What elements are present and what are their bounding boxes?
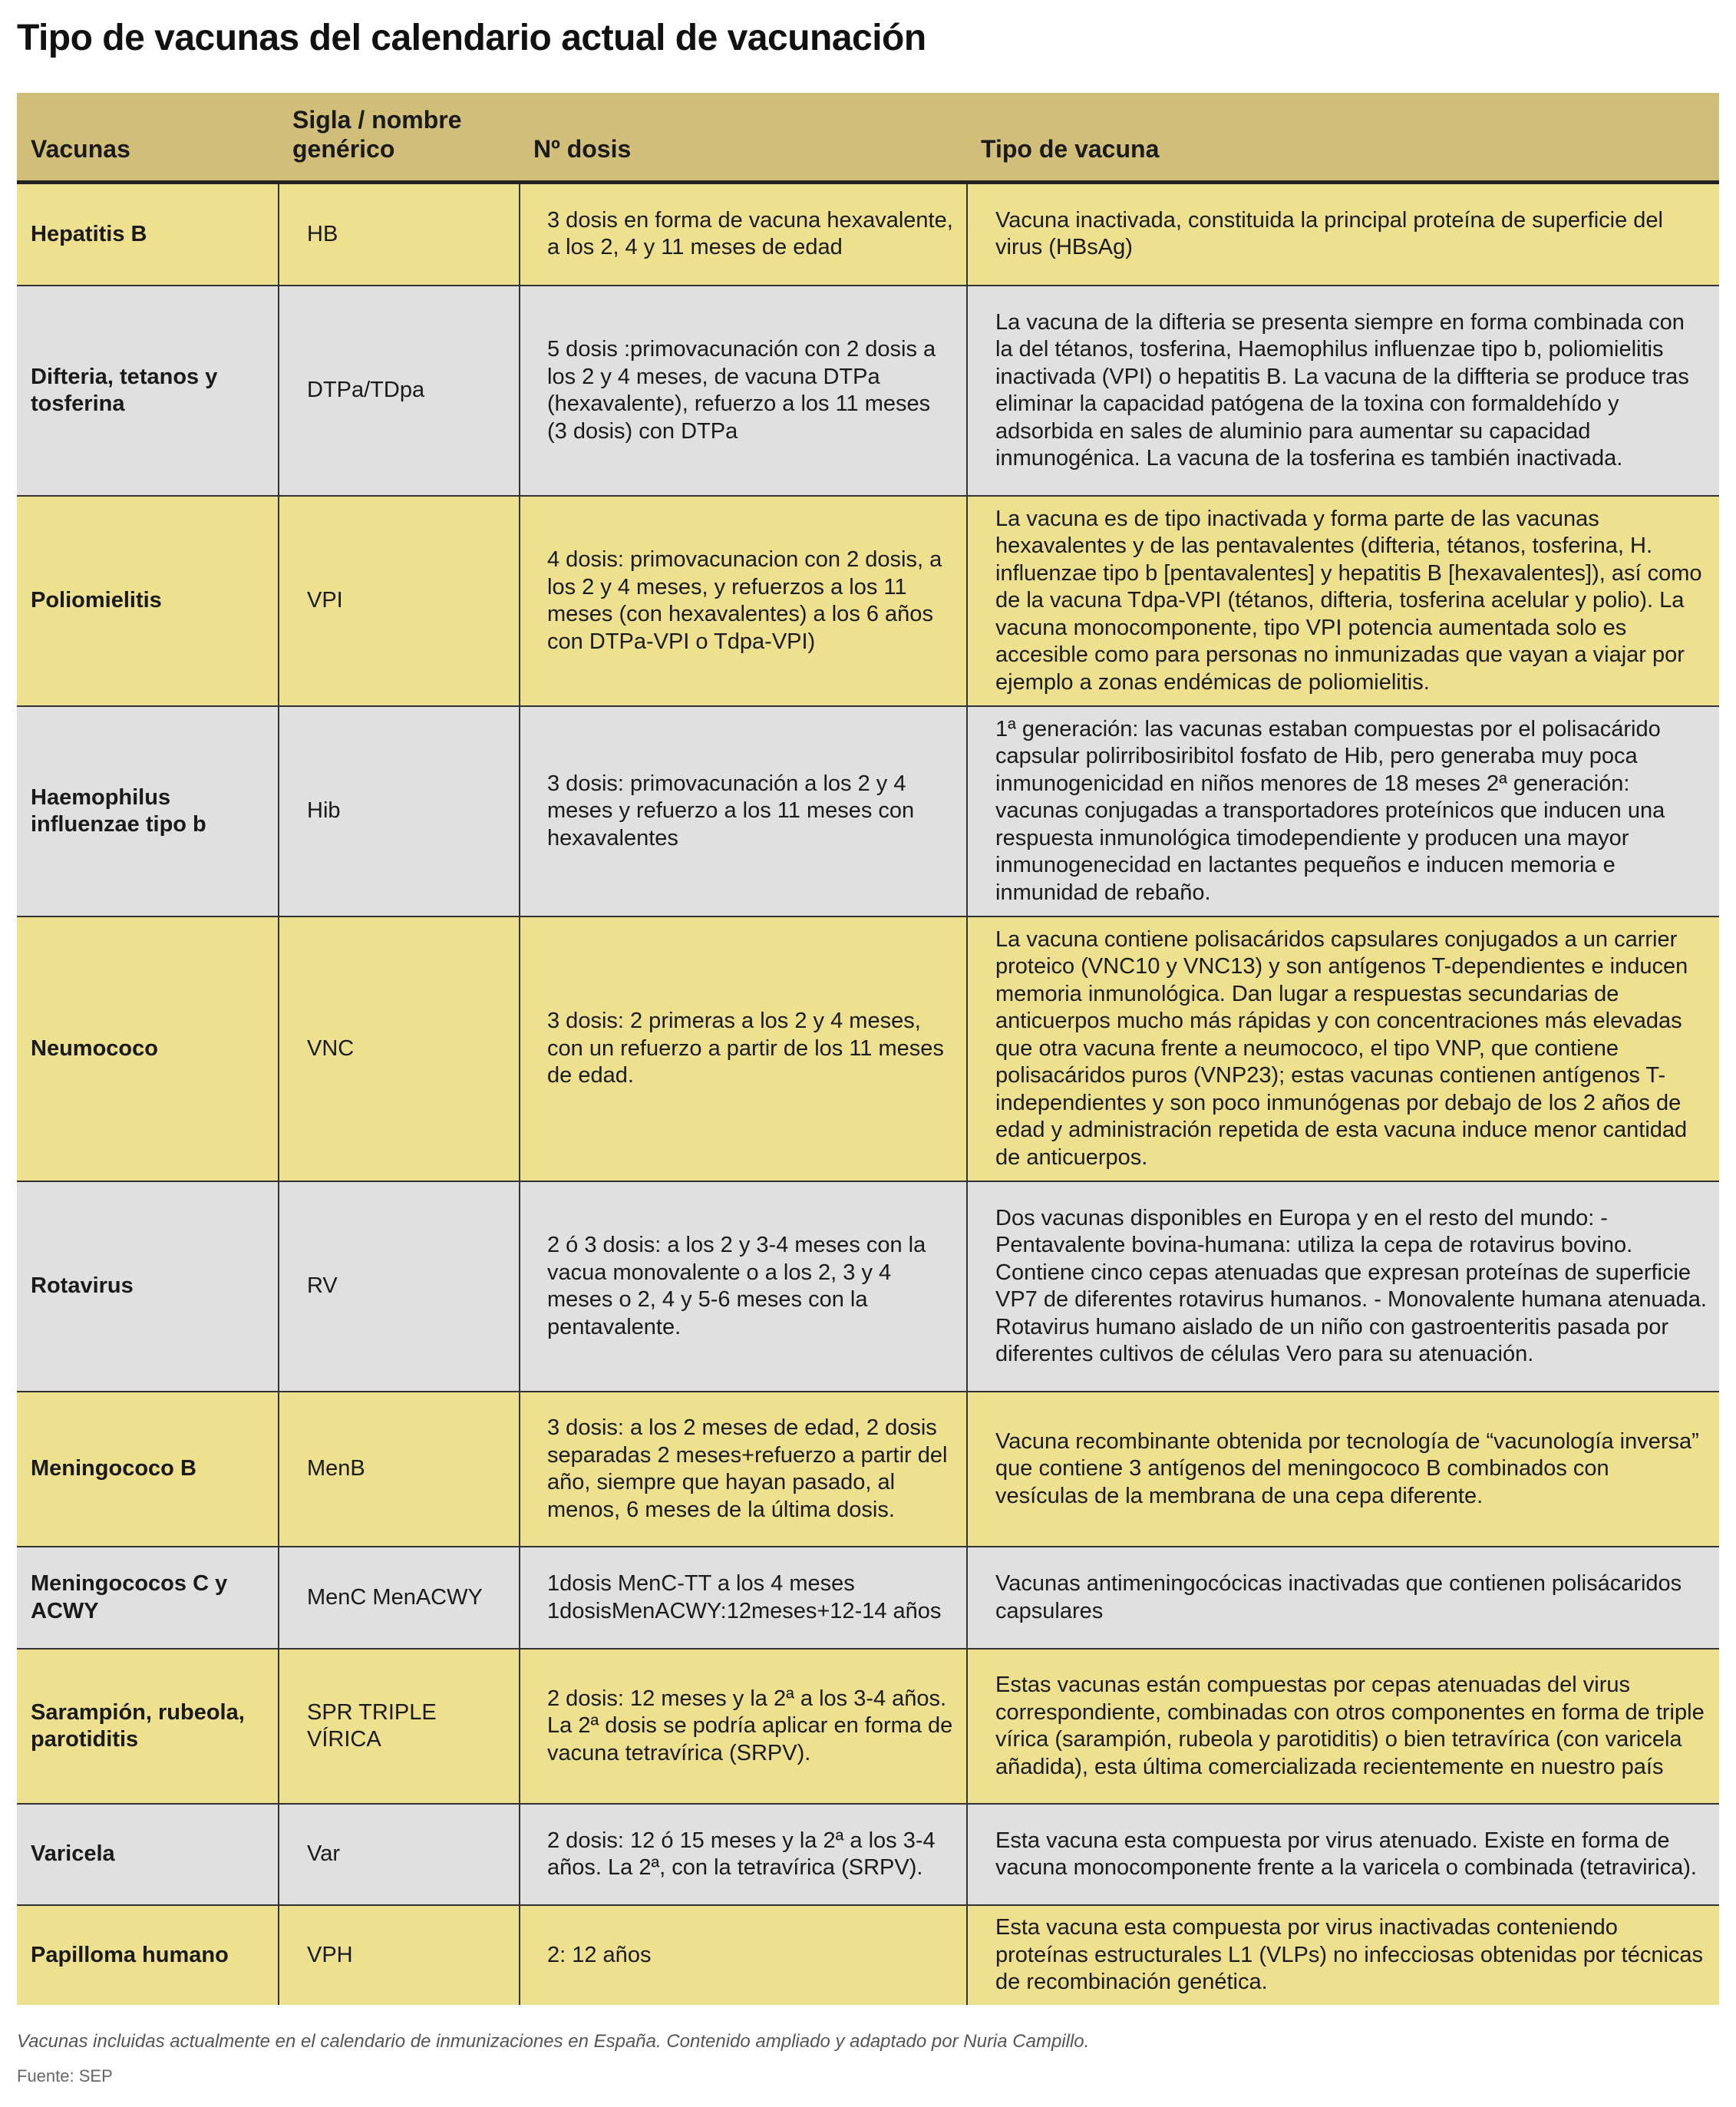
cell-doses: 2 dosis: 12 meses y la 2ª a los 3-4 años. La 2ª dosis se podría aplicar en forma de vacuna tetravírica (SRPV). — [520, 1649, 967, 1804]
cell-type: Vacuna recombinante obtenida por tecnología de “vacunología inversa” que contiene 3 antígenos del meningococo B combinados con vesículas de la membrana de una cepa diferente. — [967, 1392, 1719, 1547]
cell-doses: 3 dosis: a los 2 meses de edad, 2 dosis separadas 2 meses+refuerzo a partir del año, siempre que hayan pasado, al menos, 6 meses de la última dosis. — [520, 1392, 967, 1547]
cell-doses: 3 dosis: primovacunación a los 2 y 4 meses y refuerzo a los 11 meses con hexavalentes — [520, 706, 967, 916]
cell-type: Vacunas antimeningocócicas inactivadas que contienen polisácaridos capsulares — [967, 1547, 1719, 1649]
cell-acronym: SPR TRIPLE VÍRICA — [279, 1649, 520, 1804]
table-row — [17, 1181, 1719, 1392]
table-row — [17, 1804, 1719, 1905]
column-header-vacunas: Vacunas — [17, 93, 279, 182]
cell-doses: 2 dosis: 12 ó 15 meses y la 2ª a los 3-4 años. La 2ª, con la tetravírica (SRPV). — [520, 1804, 967, 1905]
cell-doses: 2 ó 3 dosis: a los 2 y 3-4 meses con la vacua monovalente o a los 2, 3 y 4 meses o 2, 4 y 5-6 meses con la pentavalente. — [520, 1181, 967, 1392]
cell-type: Esta vacuna esta compuesta por virus inactivadas conteniendo proteínas estructurales L1 (VLPs) no infecciosas obtenidas por técnicas de recombinación genética. — [967, 1905, 1719, 2005]
table-header-row — [17, 93, 1719, 182]
cell-vaccine: Haemophilus influenzae tipo b — [17, 706, 279, 916]
vaccine-table — [17, 93, 1719, 2005]
cell-acronym: RV — [279, 1181, 520, 1392]
cell-vaccine: Meningococo B — [17, 1392, 279, 1547]
cell-doses: 3 dosis: 2 primeras a los 2 y 4 meses, con un refuerzo a partir de los 11 meses de edad. — [520, 916, 967, 1181]
cell-type: Vacuna inactivada, constituida la principal proteína de superficie del virus (HBsAg) — [967, 182, 1719, 286]
cell-acronym: MenB — [279, 1392, 520, 1547]
cell-acronym: DTPa/TDpa — [279, 286, 520, 496]
cell-doses: 5 dosis :primovacunación con 2 dosis a los 2 y 4 meses, de vacuna DTPa (hexavalente), refuerzo a los 11 meses (3 dosis) con DTPa — [520, 286, 967, 496]
cell-acronym: VPI — [279, 496, 520, 706]
cell-type: Dos vacunas disponibles en Europa y en el resto del mundo: - Pentavalente bovina-humana: utiliza la cepa de rotavirus bovino. Contiene cinco cepas atenuadas que expresan proteínas de superficie VP7 de diferentes rotavirus humanos. - Monovalente humana atenuada. Rotavirus humano aislado de un niño con gastroenteritis pasada por diferentes cultivos de células Vero para su atenuación. — [967, 1181, 1719, 1392]
cell-doses: 3 dosis en forma de vacuna hexavalente, a los 2, 4 y 11 meses de edad — [520, 182, 967, 286]
source-credit: Fuente: SEP — [17, 2066, 113, 2086]
table-row — [17, 1392, 1719, 1547]
cell-vaccine: Neumococo — [17, 916, 279, 1181]
cell-vaccine: Poliomielitis — [17, 496, 279, 706]
table-row — [17, 496, 1719, 706]
cell-acronym: Var — [279, 1804, 520, 1905]
cell-vaccine: Difteria, tetanos y tosferina — [17, 286, 279, 496]
table-row — [17, 916, 1719, 1181]
table-row — [17, 182, 1719, 286]
table-row — [17, 706, 1719, 916]
table-row — [17, 286, 1719, 496]
cell-type: La vacuna contiene polisacáridos capsulares conjugados a un carrier proteico (VNC10 y VNC13) y son antígenos T-dependientes e inducen memoria inmunológica. Dan lugar a respuestas secundarias de anticuerpos mucho más rápidas y con concentraciones más elevadas que otra vacuna frente a neumococo, el tipo VNP, que contiene polisacáridos puros (VNP23); estas vacunas contienen antígenos T-independientes y son poco inmunógenas por debajo de los 2 años de edad y administración repetida de esta vacuna induce menor cantidad de anticuerpos. — [967, 916, 1719, 1181]
cell-acronym: HB — [279, 182, 520, 286]
cell-vaccine: Varicela — [17, 1804, 279, 1905]
cell-vaccine: Rotavirus — [17, 1181, 279, 1392]
cell-doses: 4 dosis: primovacunacion con 2 dosis, a los 2 y 4 meses, y refuerzos a los 11 meses (con hexavalentes) a los 6 años con DTPa-VPI o Tdpa-VPI) — [520, 496, 967, 706]
cell-vaccine: Meningococos C y ACWY — [17, 1547, 279, 1649]
cell-doses: 2: 12 años — [520, 1905, 967, 2005]
cell-type: Esta vacuna esta compuesta por virus atenuado. Existe en forma de vacuna monocomponente frente a la varicela o combinada (tetravirica). — [967, 1804, 1719, 1905]
cell-type: Estas vacunas están compuestas por cepas atenuadas del virus correspondiente, combinadas con otros componentes en forma de triple vírica (sarampión, rubeola y parotiditis) o bien tetravírica (con varicela añadida), esta última comercializada recientemente en nuestro país — [967, 1649, 1719, 1804]
cell-acronym: MenC MenACWY — [279, 1547, 520, 1649]
table-row — [17, 1905, 1719, 2005]
cell-vaccine: Hepatitis B — [17, 182, 279, 286]
cell-vaccine: Sarampión, rubeola, parotiditis — [17, 1649, 279, 1804]
table-row — [17, 1547, 1719, 1649]
cell-type: La vacuna es de tipo inactivada y forma parte de las vacunas hexavalentes y de las pentavalentes (difteria, tétanos, tosferina, H. influenzae tipo b [pentavalentes] y hepatitis B [hexavalentes]), así como de la vacuna Tdpa-VPI (tétanos, difteria, tosferina acelular y polio). La vacuna monocomponente, tipo VPI potencia aumentada solo es accesible como para personas no inmunizadas que vayan a viajar por ejemplo a zonas endémicas de poliomielitis. — [967, 496, 1719, 706]
cell-acronym: VPH — [279, 1905, 520, 2005]
cell-acronym: VNC — [279, 916, 520, 1181]
table-row — [17, 1649, 1719, 1804]
cell-acronym: Hib — [279, 706, 520, 916]
cell-type: 1ª generación: las vacunas estaban compuestas por el polisacárido capsular polirribosiribitol fosfato de Hib, pero generaba muy poca inmunogenicidad en niños menores de 18 meses 2ª generación: vacunas conjugadas a transportadores proteínicos que inducen una respuesta inmunológica timodependiente y producen una mayor inmunogenecidad en lactantes pequeños e inducen memoria e inmunidad de rebaño. — [967, 706, 1719, 916]
column-header-sigla: Sigla / nombre genérico — [279, 93, 520, 182]
column-header-dosis: Nº dosis — [520, 93, 967, 182]
cell-type: La vacuna de la difteria se presenta siempre en forma combinada con la del tétanos, tosferina, Haemophilus influenzae tipo b, poliomielitis inactivada (VPI) o hepatitis B. La vacuna de la diffteria se produce tras eliminar la capacidad patógena de la toxina con formaldehído y adsorbida en sales de aluminio para aumentar su capacidad inmunogénica. La vacuna de la tosferina es también inactivada. — [967, 286, 1719, 496]
footnote: Vacunas incluidas actualmente en el calendario de inmunizaciones en España. Contenido ampliado y adaptado por Nuria Campillo. — [17, 2031, 1090, 2052]
column-header-tipo: Tipo de vacuna — [967, 93, 1719, 182]
cell-doses: 1dosis MenC-TT a los 4 meses 1dosisMenACWY:12meses+12-14 años — [520, 1547, 967, 1649]
cell-vaccine: Papilloma humano — [17, 1905, 279, 2005]
page-title: Tipo de vacunas del calendario actual de vacunación — [17, 18, 926, 58]
